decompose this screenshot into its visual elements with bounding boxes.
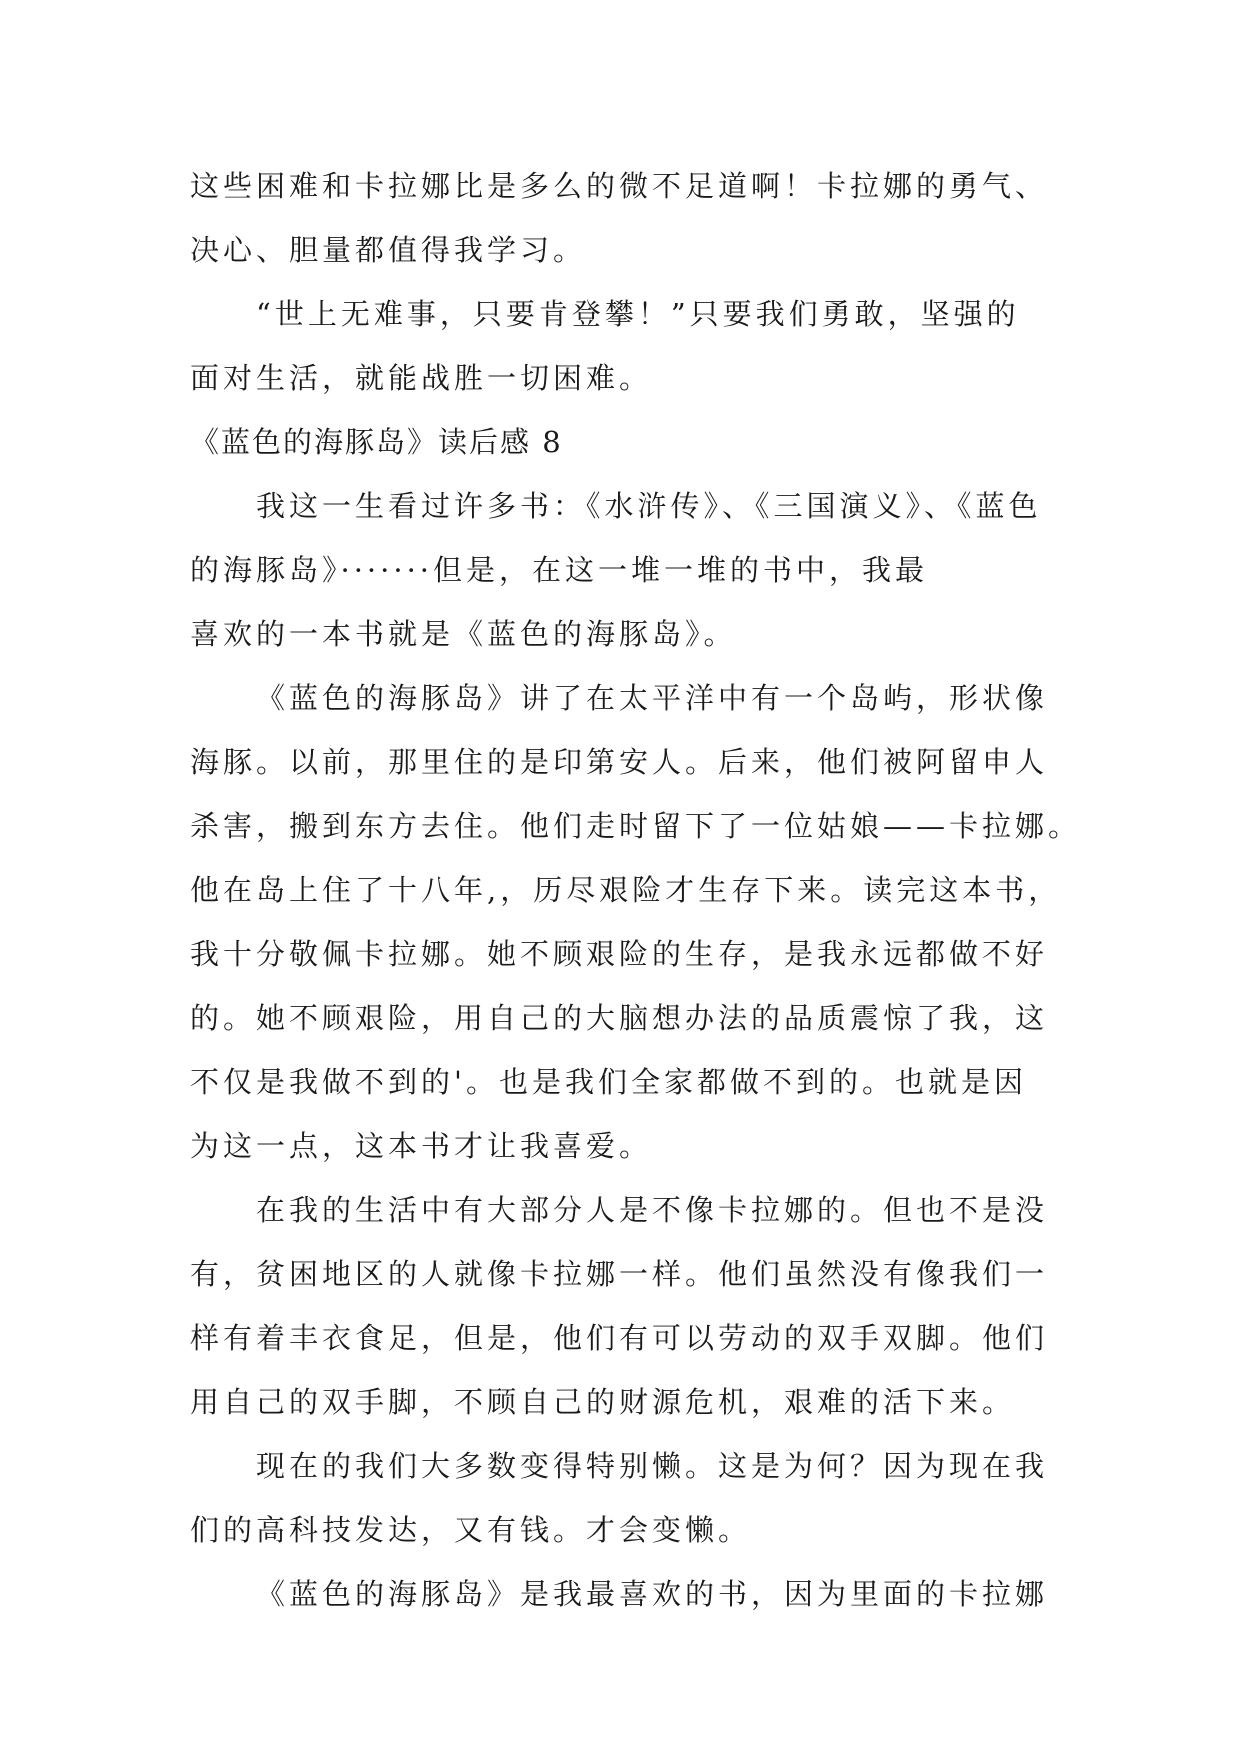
paragraph-block-2 bbox=[190, 474, 1082, 1626]
text-line: 的。她不顾艰险，用自己的大脑想办法的品质震惊了我，这 bbox=[190, 1001, 1049, 1035]
text-line: 样有着丰衣食足，但是，他们有可以劳动的双手双脚。他们 bbox=[190, 1321, 1049, 1355]
text-line: 有，贫困地区的人就像卡拉娜一样。他们虽然没有像我们一 bbox=[190, 1257, 1049, 1291]
text-line: 现在的我们大多数变得特别懒。这是为何？因为现在我 bbox=[256, 1449, 1049, 1483]
paragraph-block-1 bbox=[190, 154, 1070, 410]
text-line: 《蓝色的海豚岛》讲了在太平洋中有一个岛屿，形状像 bbox=[256, 681, 1049, 715]
text-line: 《蓝色的海豚岛》是我最喜欢的书，因为里面的卡拉娜 bbox=[256, 1577, 1049, 1611]
text-line: “世上无难事，只要肯登攀！”只要我们勇敢，坚强的 bbox=[256, 297, 1020, 331]
text-line: 在我的生活中有大部分人是不像卡拉娜的。但也不是没 bbox=[256, 1193, 1049, 1227]
text-line: 面对生活，就能战胜一切困难。 bbox=[190, 361, 653, 395]
text-line: 这些困难和卡拉娜比是多么的微不足道啊！卡拉娜的勇气、 bbox=[190, 169, 1049, 203]
text-line: 杀害，搬到东方去住。他们走时留下了一位姑娘——卡拉娜。 bbox=[190, 809, 1082, 843]
text-line: 我十分敬佩卡拉娜。她不顾艰险的生存，是我永远都做不好 bbox=[190, 937, 1049, 971]
text-line: 海豚。以前，那里住的是印第安人。后来，他们被阿留申人 bbox=[190, 745, 1049, 779]
text-line: 用自己的双手脚，不顾自己的财源危机，艰难的活下来。 bbox=[190, 1385, 1016, 1419]
text-line: 决心、胆量都值得我学习。 bbox=[190, 233, 587, 267]
text-line: 为这一点，这本书才让我喜爱。 bbox=[190, 1129, 653, 1163]
text-line: 们的高科技发达，又有钱。才会变懒。 bbox=[190, 1513, 752, 1547]
text-line: 喜欢的一本书就是《蓝色的海豚岛》。 bbox=[190, 617, 737, 651]
text-line: 不仅是我做不到的'。也是我们全家都做不到的。也就是因 bbox=[190, 1065, 1027, 1099]
text-line: 我这一生看过许多书：《水浒传》、《三国演义》、《蓝色 bbox=[256, 489, 1042, 523]
text-line: 的海豚岛》·······但是，在这一堆一堆的书中，我最 bbox=[190, 553, 929, 587]
text-line: 他在岛上住了十八年,，历尽艰险才生存下来。读完这本书， bbox=[190, 873, 1062, 907]
section-heading: 《蓝色的海豚岛》读后感 8 bbox=[190, 425, 563, 459]
